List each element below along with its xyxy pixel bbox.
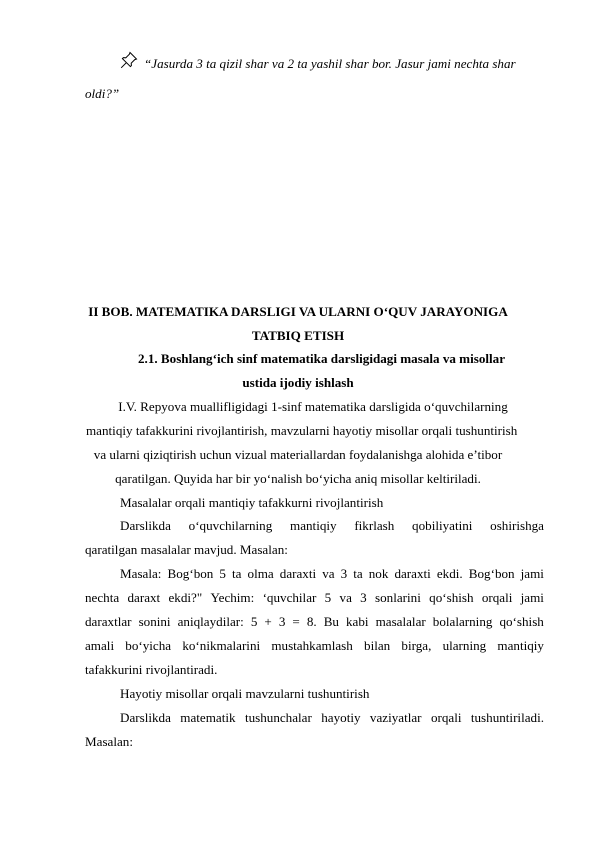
- word: 3: [360, 590, 367, 605]
- word: 5: [250, 614, 258, 629]
- word: ekdi?": [168, 590, 203, 605]
- word: orqali: [430, 710, 462, 725]
- word: fikrlash: [354, 518, 395, 533]
- section-heading-line-1: 2.1. Boshlang‘ich sinf matematika darsligidagi masala va misollar: [138, 351, 506, 366]
- subsection-title-logic: Masalalar orqali mantiqiy tafakkurni rivojlantirish: [120, 495, 384, 510]
- word: Bu: [323, 614, 339, 629]
- pin-icon: [120, 51, 138, 69]
- paragraph-1-line-2: qaratilgan masalalar mavjud. Masalan:: [85, 542, 288, 557]
- word: daraxti: [394, 566, 431, 581]
- paragraph-2-line-4: [85, 638, 544, 654]
- word: qo‘shish: [429, 590, 474, 605]
- word: mantiqiy: [290, 518, 337, 533]
- chapter-heading-line-1: II BOB. MATEMATIKA DARSLIGI VA ULARNI O‘QUV JARAYONIGA: [88, 304, 508, 319]
- word: daraxt: [127, 590, 161, 605]
- word: 8.: [306, 614, 317, 629]
- paragraph-2-line-2: [85, 590, 544, 606]
- quote-line-1: “Jasurda 3 ta qizil shar va 2 ta yashil shar bor. Jasur jami nechta shar: [144, 56, 516, 71]
- word: o‘quvchilarning: [188, 518, 273, 533]
- word: tushuntiriladi.: [470, 710, 544, 725]
- word: qo‘shish: [499, 614, 544, 629]
- word: jami: [520, 566, 544, 581]
- word: Masala:: [120, 566, 162, 581]
- word: 3: [278, 614, 286, 629]
- section-heading-line-2: ustida ijodiy ishlash: [242, 375, 354, 390]
- paragraph-2-line-5: tafakkurini rivojlantiradi.: [85, 662, 218, 677]
- word: orqali: [481, 590, 513, 605]
- word: bilan: [364, 638, 391, 653]
- paragraph-3-line-2: Masalan:: [85, 734, 133, 749]
- subsection-title-life-examples: Hayotiy misollar orqali mavzularni tushuntirish: [120, 686, 370, 701]
- word: ta: [232, 566, 242, 581]
- word: olma: [247, 566, 274, 581]
- word: masalalar: [375, 614, 426, 629]
- chapter-heading-line-2: TATBIQ ETISH: [251, 328, 345, 343]
- word: 3: [340, 566, 348, 581]
- word: oshirishga: [490, 518, 544, 533]
- word: jami: [520, 590, 544, 605]
- intro-line-1: [86, 399, 510, 415]
- word: ekdi.: [436, 566, 463, 581]
- paragraph-2-line-1: [120, 566, 544, 582]
- word: ‘quvchilar: [262, 590, 317, 605]
- word: hayotiy: [321, 710, 361, 725]
- paragraph-1-line-1: [120, 518, 544, 534]
- word: matematik: [180, 710, 236, 725]
- word: sonlarini: [375, 590, 421, 605]
- paragraph-2-line-3: [85, 614, 544, 630]
- word: ko‘nikmalarini: [182, 638, 261, 653]
- word: mantiqiy: [497, 638, 544, 653]
- word: nok: [368, 566, 389, 581]
- word: bolalarning: [432, 614, 493, 629]
- word: amali: [85, 638, 115, 653]
- word: va: [339, 590, 352, 605]
- word: tushunchalar: [244, 710, 312, 725]
- word: va: [322, 566, 335, 581]
- word: bo‘yicha: [125, 638, 172, 653]
- intro-line-2: mantiqiy tafakkurini rivojlantirish, mavzularni hayotiy misollar orqali tushuntirish: [86, 423, 518, 438]
- word: Darslikda: [120, 710, 171, 725]
- word: qobiliyatini: [412, 518, 473, 533]
- word: sonini: [138, 614, 171, 629]
- quote-line-2: oldi?”: [85, 86, 120, 101]
- word: vaziyatlar: [369, 710, 422, 725]
- word: ta: [353, 566, 363, 581]
- word: Yechim:: [210, 590, 255, 605]
- intro-line-4: qaratilgan. Quyida har bir yo‘nalish bo‘yicha aniq misollar keltiriladi.: [115, 471, 481, 486]
- word: birga,: [401, 638, 432, 653]
- paragraph-3-line-1: [120, 710, 544, 726]
- word: Darslikda: [120, 518, 171, 533]
- word: Bog‘bon: [167, 566, 214, 581]
- word: kabi: [346, 614, 369, 629]
- intro-line-3: va ularni qiziqtirish uchun vizual materiallardan foydalanishga alohida e’tibor: [93, 447, 503, 462]
- word: daraxtlar: [85, 614, 132, 629]
- word: ularning: [442, 638, 487, 653]
- word: aniqlaydilar:: [177, 614, 244, 629]
- intro-text-1: I.V. Repyova muallifligidagi 1-sinf matematika darsligida o‘quvchilarning: [118, 399, 508, 414]
- word: Bog‘bon: [468, 566, 515, 581]
- word: =: [292, 614, 300, 629]
- word: 5: [219, 566, 226, 581]
- word: 5: [324, 590, 332, 605]
- word: nechta: [85, 590, 120, 605]
- word: +: [264, 614, 272, 629]
- word: daraxti: [279, 566, 317, 581]
- word: mustahkamlash: [271, 638, 353, 653]
